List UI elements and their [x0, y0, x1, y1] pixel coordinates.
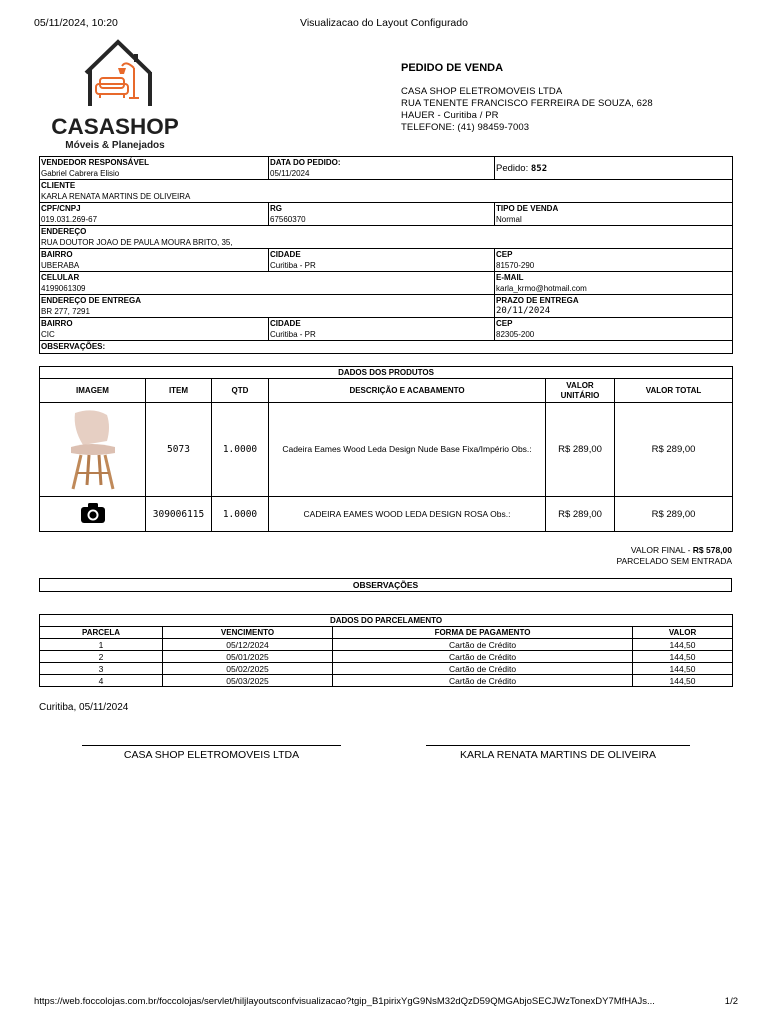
installment-number: 2: [40, 651, 163, 663]
bairro-entrega-cell: BAIRRO CIC: [40, 318, 269, 341]
city-date: Curitiba, 05/11/2024: [39, 702, 129, 713]
product-image-cell: [40, 497, 146, 532]
product-total-price: R$ 289,00: [615, 497, 733, 532]
installment-row: [40, 639, 733, 651]
pedido-number: 852: [530, 164, 548, 174]
order-info-table: [39, 156, 733, 354]
installment-payment-method: Cartão de Crédito: [333, 651, 633, 663]
print-footer: [34, 996, 738, 1010]
product-description: Cadeira Eames Wood Leda Design Nude Base Fixa/Império Obs.:: [269, 403, 546, 497]
product-row: [40, 497, 733, 532]
installments-section-title: DADOS DO PARCELAMENTO: [40, 615, 733, 627]
col-header-vencimento: VENCIMENTO: [163, 627, 333, 639]
product-item: 5073: [146, 403, 212, 497]
products-table: [39, 366, 733, 532]
data-pedido-cell: DATA DO PEDIDO: 05/11/2024: [269, 157, 495, 180]
installment-row: [40, 663, 733, 675]
cep-cell: CEP 81570-290: [495, 249, 733, 272]
endereco-cell: ENDEREÇO RUA DOUTOR JOAO DE PAULA MOURA BRITO, 35,: [40, 226, 733, 249]
installment-value: 144,50: [633, 663, 733, 675]
order-totals: [616, 545, 732, 567]
installment-due-date: 05/01/2025: [163, 651, 333, 663]
company-name: CASA SHOP ELETROMOVEIS LTDA: [401, 86, 563, 97]
chair-photo: [63, 407, 123, 491]
col-header-imagem: IMAGEM: [40, 379, 146, 403]
product-unit-price: R$ 289,00: [546, 497, 615, 532]
camera-icon: [80, 502, 106, 524]
cpf-cell: CPF/CNPJ 019.031.269-67: [40, 203, 269, 226]
col-header-item: ITEM: [146, 379, 212, 403]
installment-row: [40, 651, 733, 663]
cidade-cell: CIDADE Curitiba - PR: [269, 249, 495, 272]
endereco-entrega-cell: ENDEREÇO DE ENTREGA BR 277, 7291: [40, 295, 495, 318]
installment-number: 1: [40, 639, 163, 651]
valor-final-amount: R$ 578,00: [692, 545, 732, 555]
pedido-number-cell: Pedido: 852: [495, 157, 733, 180]
logo-tagline: Móveis & Planejados: [65, 140, 165, 151]
col-header-valor: VALOR: [633, 627, 733, 639]
print-timestamp: 05/11/2024, 10:20: [34, 17, 118, 29]
logo-brand: CASASHOP: [51, 114, 179, 139]
company-block: [401, 62, 653, 134]
observacoes-box: OBSERVAÇÕES: [39, 578, 732, 592]
client-signature: KARLA RENATA MARTINS DE OLIVEIRA: [426, 745, 690, 761]
vendedor-cell: VENDEDOR RESPONSÁVEL Gabriel Cabrera Elisio: [40, 157, 269, 180]
product-item: 309006115: [146, 497, 212, 532]
cidade-entrega-cell: CIDADE Curitiba - PR: [269, 318, 495, 341]
installment-due-date: 05/12/2024: [163, 639, 333, 651]
order-title: PEDIDO DE VENDA: [401, 62, 504, 74]
valor-final: VALOR FINAL - R$ 578,00: [630, 545, 732, 555]
installment-payment-method: Cartão de Crédito: [333, 675, 633, 687]
installment-due-date: 05/03/2025: [163, 675, 333, 687]
installment-row: [40, 675, 733, 687]
bairro-cell: BAIRRO UBERABA: [40, 249, 269, 272]
installment-value: 144,50: [633, 639, 733, 651]
tipo-venda-cell: TIPO DE VENDA Normal: [495, 203, 733, 226]
company-address: RUA TENENTE FRANCISCO FERREIRA DE SOUZA, 628: [401, 98, 653, 109]
email-cell: E-MAIL karla_krmo@hotmail.com: [495, 272, 733, 295]
page-number: 1/2: [724, 996, 738, 1007]
prazo-entrega-cell: PRAZO DE ENTREGA 20/11/2024: [495, 295, 733, 318]
product-description: CADEIRA EAMES WOOD LEDA DESIGN ROSA Obs.:: [269, 497, 546, 532]
product-total-price: R$ 289,00: [615, 403, 733, 497]
col-header-qtd: QTD: [212, 379, 269, 403]
installment-due-date: 05/02/2025: [163, 663, 333, 675]
product-qtd: 1.0000: [212, 497, 269, 532]
rg-cell: RG 67560370: [269, 203, 495, 226]
product-unit-price: R$ 289,00: [546, 403, 615, 497]
installment-value: 144,50: [633, 675, 733, 687]
product-image-cell: [40, 403, 146, 497]
product-row: [40, 403, 733, 497]
col-header-valor-unitario: VALOR UNITÁRIO: [546, 379, 615, 403]
print-url[interactable]: https://web.foccolojas.com.br/foccolojas/servlet/hiljlayoutsconfvisualizacao?tgip_B1pirixYgG9NsM32dQzD59QMGAbjoSECJWzTonexDY7MfHAJs...: [34, 996, 655, 1007]
installment-payment-method: Cartão de Crédito: [333, 639, 633, 651]
house-lamp-sofa-icon: [78, 38, 158, 108]
installment-value: 144,50: [633, 651, 733, 663]
col-header-parcela: PARCELA: [40, 627, 163, 639]
company-phone: TELEFONE: (41) 98459-7003: [401, 122, 530, 133]
seller-signature: CASA SHOP ELETROMOVEIS LTDA: [82, 745, 341, 761]
installments-table: [39, 614, 733, 687]
product-qtd: 1.0000: [212, 403, 269, 497]
company-district: HAUER - Curitiba / PR: [401, 110, 499, 121]
payment-note: PARCELADO SEM ENTRADA: [616, 556, 732, 566]
col-header-valor-total: VALOR TOTAL: [615, 379, 733, 403]
print-title: Visualizacao do Layout Configurado: [300, 17, 468, 29]
casashop-logo: [40, 38, 190, 154]
print-header: [34, 17, 734, 31]
cliente-cell: CLIENTE KARLA RENATA MARTINS DE OLIVEIRA: [40, 180, 733, 203]
celular-cell: CELULAR 4199061309: [40, 272, 495, 295]
installment-number: 3: [40, 663, 163, 675]
observacoes-cell: OBSERVAÇÕES:: [40, 341, 733, 354]
cep-entrega-cell: CEP 82305-200: [495, 318, 733, 341]
col-header-descricao: DESCRIÇÃO E ACABAMENTO: [269, 379, 546, 403]
installment-number: 4: [40, 675, 163, 687]
products-section-title: DADOS DOS PRODUTOS: [40, 367, 733, 379]
installment-payment-method: Cartão de Crédito: [333, 663, 633, 675]
col-header-forma-pagamento: FORMA DE PAGAMENTO: [333, 627, 633, 639]
